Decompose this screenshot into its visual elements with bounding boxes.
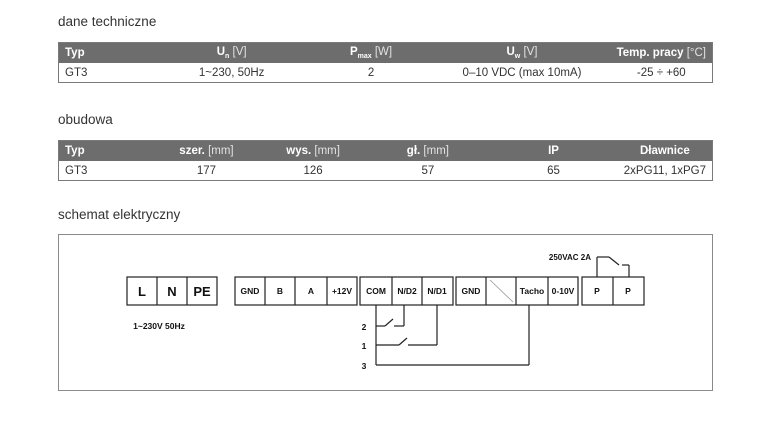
housing-header-width: szer. [mm]	[153, 141, 260, 162]
tech-cell-temp: -25 ÷ +60	[636, 66, 686, 79]
signal-terminal-label: GND	[240, 286, 260, 296]
table-row	[59, 161, 713, 181]
tech-cell-pmax: 2	[367, 66, 375, 79]
housing-cell-ip: 65	[547, 164, 560, 177]
power-terminal-label: N	[167, 284, 177, 299]
housing-header-height: wys. [mm]	[260, 141, 367, 162]
tech-header-un: $U_n$ [V]	[155, 43, 309, 64]
housing-header-glands: Dławnice	[618, 141, 713, 162]
housing-cell-typ: GT3	[65, 164, 88, 177]
housing-header-depth: gł. [mm]	[366, 141, 489, 162]
signal-terminal-label: B	[276, 286, 284, 296]
switch-position-label: 1	[361, 341, 367, 351]
switch-terminal-label: COM	[366, 286, 386, 296]
signal-terminal-label: A	[307, 286, 315, 296]
tech-table-header-row	[59, 43, 713, 64]
power-terminal-label: L	[138, 284, 146, 299]
tech-header-pmax: $P_{max}$ [W]	[309, 43, 434, 64]
relay-contact-symbol	[597, 257, 629, 277]
housing-section-title: obudowa	[58, 112, 113, 127]
housing-table-header-row	[59, 141, 713, 162]
sensor-terminal-label: Tacho	[519, 286, 545, 296]
switch-terminal-label: N/D2	[397, 286, 417, 296]
housing-table	[58, 140, 713, 181]
relay-terminal-label: P	[594, 286, 600, 296]
signal-terminal-label: +12V	[331, 286, 353, 296]
tech-header-typ: Typ	[59, 43, 155, 64]
wiring-diagram-svg	[59, 235, 714, 392]
housing-cell-width: 177	[196, 164, 217, 177]
housing-header-typ: Typ	[59, 141, 154, 162]
housing-cell-depth: 57	[421, 164, 435, 177]
tech-header-temp: Temp. pracy [°C]	[611, 43, 713, 64]
tech-cell-typ: GT3	[65, 66, 88, 79]
housing-cell-height: 126	[303, 164, 323, 177]
sensor-terminal-label: GND	[461, 286, 481, 296]
tech-table	[58, 42, 713, 83]
schematic-section-title: schemat elektryczny	[58, 207, 181, 222]
housing-cell-glands: 2xPG11, 1xPG7	[623, 164, 706, 177]
relay-rating-label: 250VAC 2A	[548, 253, 591, 262]
power-terminal-label: PE	[193, 284, 211, 299]
tech-header-uw: $U_w$ [V]	[433, 43, 610, 64]
tech-cell-uw: 0–10 VDC (max 10mA)	[462, 66, 582, 79]
tech-section-title: dane techniczne	[58, 14, 157, 29]
switch-terminal-label: N/D1	[427, 286, 447, 296]
housing-header-ip: IP	[489, 141, 617, 162]
table-row	[59, 63, 713, 83]
sensor-terminal-label: 0-10V	[551, 286, 575, 296]
wiring-diagram	[58, 234, 713, 391]
power-supply-label: 1~230V 50Hz	[133, 321, 185, 331]
tech-cell-un: 1~230, 50Hz	[198, 66, 265, 79]
relay-terminal-label: P	[625, 286, 631, 296]
switch-position-label: 2	[361, 322, 367, 332]
switch-wiring	[376, 305, 529, 365]
switch-position-label: 3	[361, 361, 367, 371]
